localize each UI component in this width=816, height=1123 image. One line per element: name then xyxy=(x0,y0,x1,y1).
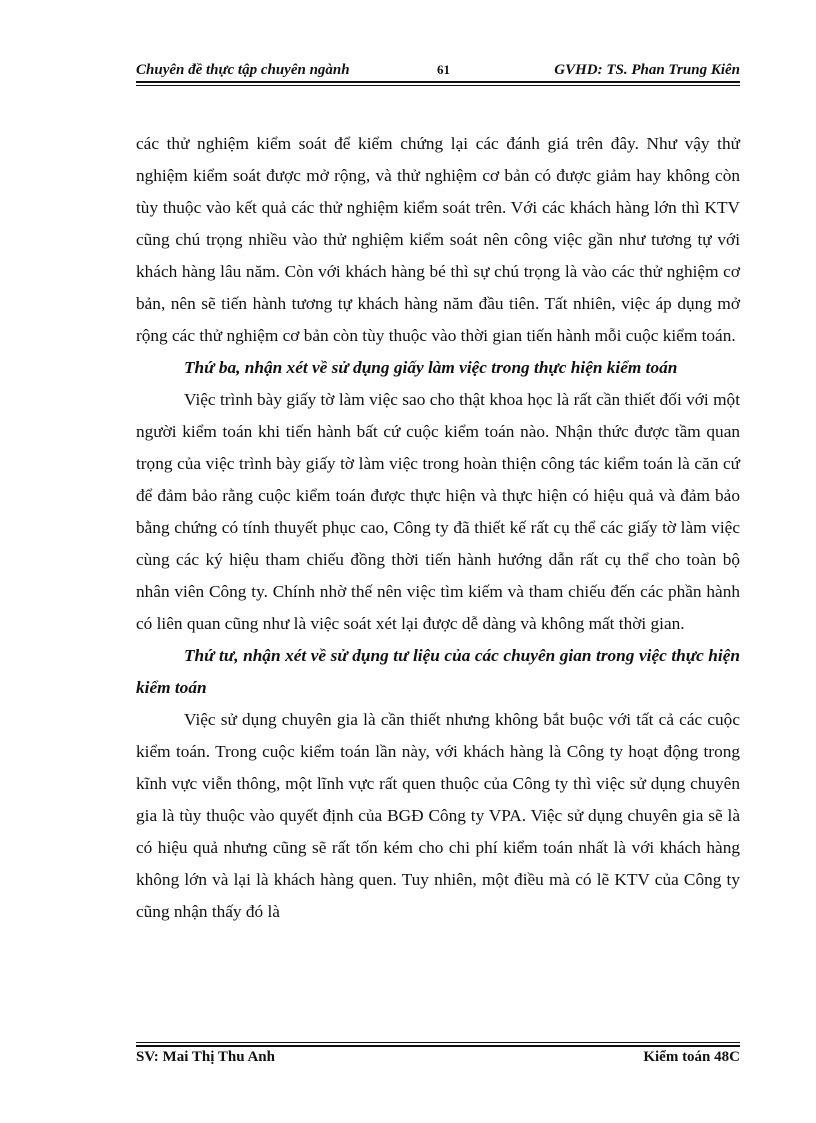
header-supervisor: GVHD: TS. Phan Trung Kiên xyxy=(554,62,740,78)
paragraph-experts: Việc sử dụng chuyên gia là cần thiết nhưng không bắt buộc với tất cả các cuộc kiểm toán. Trong cuộc kiểm toán lần này, với khách hàng là Công ty hoạt động trong kĩnh vực viễn thông, một lĩnh vực rất quen thuộc của Công ty thì việc sử dụng chuyên gia là tùy thuộc vào quyết định của BGĐ Công ty VPA. Việc sử dụng chuyên gia sẽ là có hiệu quả nhưng cũng sẽ rất tốn kém cho chi phí kiểm toán nhất là với khách hàng không lớn và lại là khách hàng quen. Tuy nhiên, một điều mà có lẽ KTV của Công ty cũng nhận thấy đó là xyxy=(136,710,740,921)
page-body xyxy=(136,128,740,928)
header-report-title: Chuyên đề thực tập chuyên ngành xyxy=(136,62,350,78)
page-footer xyxy=(136,1049,740,1071)
footer-rule-thick xyxy=(136,1045,740,1047)
footer-class: Kiểm toán 48C xyxy=(643,1049,740,1065)
paragraph-working-papers: Việc trình bày giấy tờ làm việc sao cho thật khoa học là rất cần thiết đối với một người kiểm toán khi tiến hành bất cứ cuộc kiểm toán nào. Nhận thức được tầm quan trọng của việc trình bày giấy tờ làm việc trong hoàn thiện công tác kiểm toán là căn cứ để đảm bảo rằng cuộc kiểm toán được thực hiện và thực hiện có hiệu quả và đảm bảo bằng chứng có tính thuyết phục cao, Công ty đã thiết kế rất cụ thể các giấy tờ làm việc cùng các ký hiệu tham chiếu đồng thời tiến hành hướng dẫn rất cụ thể cho toàn bộ nhân viên Công ty. Chính nhờ thế nên việc tìm kiếm và tham chiếu đến các phần hành có liên quan cũng như là việc soát xét lại được dễ dàng và không mất thời gian. xyxy=(136,390,740,633)
section-heading-fourth: Thứ tư, nhận xét về sử dụng tư liệu của các chuyên gian trong việc thực hiện kiểm toán xyxy=(136,646,740,697)
section-heading-third: Thứ ba, nhận xét về sử dụng giấy làm việc trong thực hiện kiểm toán xyxy=(184,358,678,377)
header-page-number: 61 xyxy=(437,62,450,77)
paragraph-continuation: các thử nghiệm kiểm soát để kiểm chứng lại các đánh giá trên đây. Như vậy thử nghiệm kiểm soát được mở rộng, và thử nghiệm cơ bản có được giảm hay không còn tùy thuộc vào kết quả các thử nghiệm kiểm soát trên. Với các khách hàng lớn thì KTV cũng chú trọng nhiều vào thử nghiệm kiểm soát nên công việc gần như tương tự với khách hàng lâu năm. Còn với khách hàng bé thì sự chú trọng là vào các thử nghiệm cơ bản, nên sẽ tiến hành tương tự khách hàng năm đầu tiên. Tất nhiên, việc áp dụng mở rộng các thử nghiệm cơ bản còn tùy thuộc vào thời gian tiến hành mỗi cuộc kiểm toán. xyxy=(136,134,740,345)
header-rule-thick xyxy=(136,81,740,83)
footer-student-name: SV: Mai Thị Thu Anh xyxy=(136,1049,275,1065)
header-rule-thin xyxy=(136,85,740,86)
footer-rule-thin xyxy=(136,1042,740,1043)
